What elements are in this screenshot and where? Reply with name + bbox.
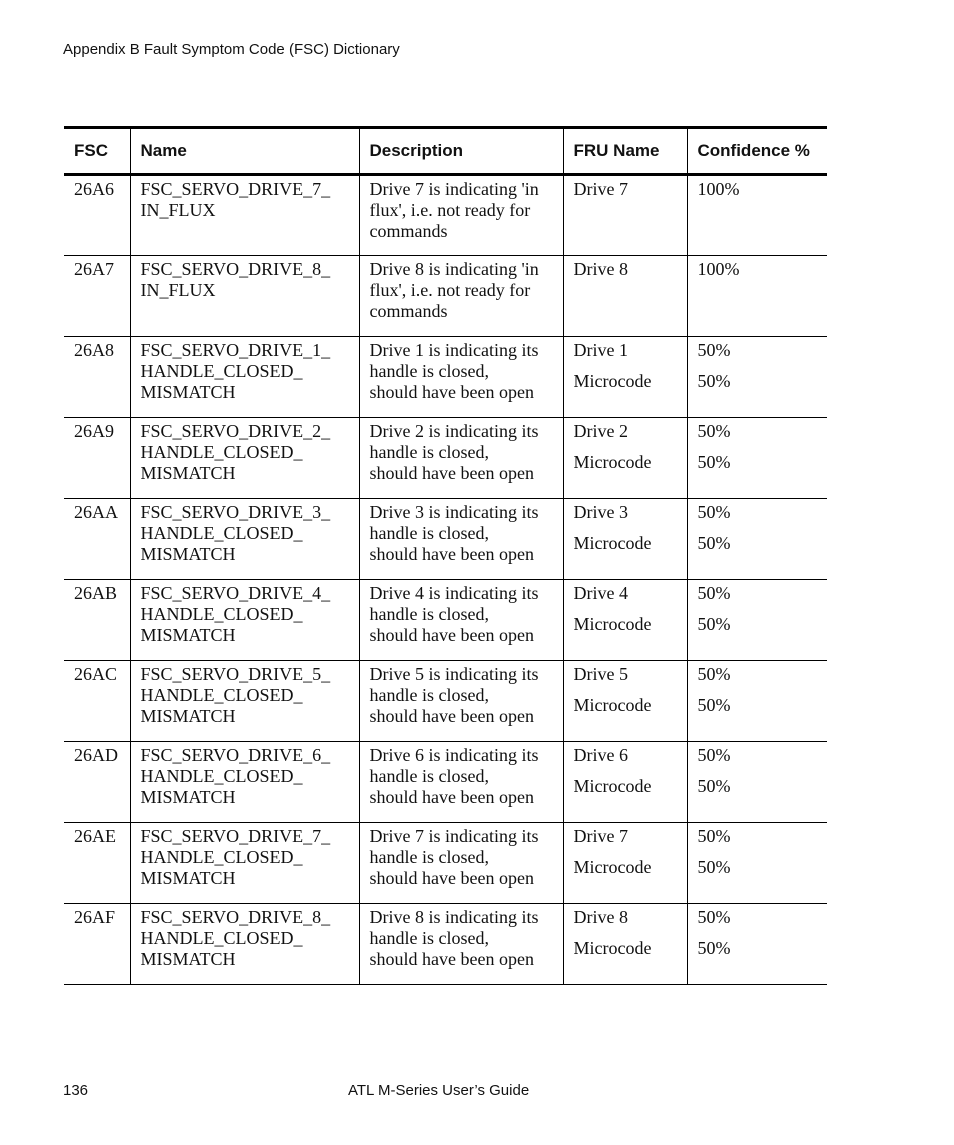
cell-name-line: FSC_SERVO_DRIVE_6_ <box>140 745 331 765</box>
cell-description <box>359 823 563 904</box>
cell-fru-name <box>563 337 687 418</box>
cell-name <box>130 904 359 985</box>
cell-name-line: HANDLE_CLOSED_ <box>140 928 303 948</box>
cell-fru-name-line: Microcode <box>573 776 652 796</box>
cell-fsc: 26AE <box>64 823 130 904</box>
cell-description-line: Drive 1 is indicating its <box>369 340 539 360</box>
cell-description-line: should have been open <box>369 625 534 645</box>
cell-confidence <box>687 337 827 418</box>
cell-confidence-line: 50% <box>697 907 731 927</box>
cell-description-line: Drive 6 is indicating its <box>369 745 539 765</box>
page-number: 136 <box>63 1082 89 1099</box>
column-header-name: Name <box>130 128 359 175</box>
cell-confidence-line: 50% <box>697 502 731 522</box>
cell-fru-name <box>563 499 687 580</box>
table-row <box>64 742 827 823</box>
cell-name-line: FSC_SERVO_DRIVE_7_ <box>140 179 331 199</box>
cell-name-line: FSC_SERVO_DRIVE_5_ <box>140 664 331 684</box>
cell-confidence-line: 50% <box>697 745 731 765</box>
table-row <box>64 580 827 661</box>
cell-description-line: should have been open <box>369 868 534 888</box>
cell-confidence-line: 50% <box>697 826 731 846</box>
cell-name-line: MISMATCH <box>140 625 236 645</box>
table-row <box>64 499 827 580</box>
cell-fru-name <box>563 580 687 661</box>
cell-fru-name <box>563 742 687 823</box>
cell-confidence-line: 50% <box>697 614 731 634</box>
cell-name <box>130 661 359 742</box>
cell-description-line: should have been open <box>369 949 534 969</box>
cell-description <box>359 256 563 337</box>
cell-confidence <box>687 742 827 823</box>
cell-fru-name-line: Microcode <box>573 533 652 553</box>
table-row <box>64 337 827 418</box>
cell-confidence <box>687 661 827 742</box>
cell-description-line: Drive 4 is indicating its <box>369 583 539 603</box>
cell-name-line: MISMATCH <box>140 868 236 888</box>
cell-description-line: handle is closed, <box>369 766 489 786</box>
cell-confidence-line: 50% <box>697 857 731 877</box>
cell-confidence-line: 50% <box>697 583 731 603</box>
cell-confidence-line: 50% <box>697 340 731 360</box>
cell-fru-name-line: Drive 7 <box>573 179 628 199</box>
table-row <box>64 904 827 985</box>
cell-description <box>359 580 563 661</box>
cell-fru-name-line: Drive 3 <box>573 502 628 522</box>
cell-fru-name-line: Drive 4 <box>573 583 628 603</box>
column-header-confidence: Confidence % <box>687 128 827 175</box>
table-row <box>64 661 827 742</box>
cell-name <box>130 499 359 580</box>
cell-fru-name <box>563 823 687 904</box>
cell-name-line: FSC_SERVO_DRIVE_7_ <box>140 826 331 846</box>
cell-name <box>130 580 359 661</box>
cell-fru-name-line: Drive 1 <box>573 340 628 360</box>
cell-confidence-line: 50% <box>697 938 731 958</box>
cell-fru-name-line: Drive 8 <box>573 907 628 927</box>
cell-fru-name-line: Microcode <box>573 614 652 634</box>
cell-confidence-line: 50% <box>697 371 731 391</box>
cell-name-line: HANDLE_CLOSED_ <box>140 604 303 624</box>
column-header-fsc: FSC <box>64 128 130 175</box>
cell-confidence-line: 100% <box>697 179 740 199</box>
table-row <box>64 823 827 904</box>
cell-fsc: 26A7 <box>64 256 130 337</box>
cell-fru-name-line: Microcode <box>573 857 652 877</box>
cell-name <box>130 742 359 823</box>
cell-description-line: flux', i.e. not ready for <box>369 200 531 220</box>
cell-confidence <box>687 175 827 256</box>
cell-description-line: Drive 7 is indicating 'in <box>369 179 539 199</box>
cell-description-line: should have been open <box>369 706 534 726</box>
cell-name-line: HANDLE_CLOSED_ <box>140 685 303 705</box>
cell-confidence-line: 100% <box>697 259 740 279</box>
cell-fru-name-line: Drive 6 <box>573 745 628 765</box>
column-header-fru-name: FRU Name <box>563 128 687 175</box>
table-row <box>64 256 827 337</box>
column-header-description: Description <box>359 128 563 175</box>
cell-fru-name-line: Microcode <box>573 695 652 715</box>
cell-fru-name-line: Drive 7 <box>573 826 628 846</box>
cell-name-line: FSC_SERVO_DRIVE_4_ <box>140 583 331 603</box>
cell-confidence-line: 50% <box>697 695 731 715</box>
cell-name-line: HANDLE_CLOSED_ <box>140 442 303 462</box>
cell-description <box>359 904 563 985</box>
cell-description-line: should have been open <box>369 382 534 402</box>
cell-description-line: Drive 2 is indicating its <box>369 421 539 441</box>
cell-name-line: FSC_SERVO_DRIVE_3_ <box>140 502 331 522</box>
cell-name-line: FSC_SERVO_DRIVE_1_ <box>140 340 331 360</box>
cell-description <box>359 418 563 499</box>
cell-description-line: Drive 8 is indicating its <box>369 907 539 927</box>
footer-guide-title: ATL M-Series User’s Guide <box>348 1082 530 1099</box>
cell-description <box>359 337 563 418</box>
cell-confidence-line: 50% <box>697 776 731 796</box>
cell-description <box>359 661 563 742</box>
cell-fsc: 26A8 <box>64 337 130 418</box>
cell-fsc: 26AC <box>64 661 130 742</box>
table-row <box>64 175 827 256</box>
cell-description-line: should have been open <box>369 463 534 483</box>
cell-name-line: IN_FLUX <box>140 200 216 220</box>
fsc-table <box>64 126 827 985</box>
cell-name-line: HANDLE_CLOSED_ <box>140 766 303 786</box>
cell-description-line: handle is closed, <box>369 847 489 867</box>
cell-fru-name-line: Microcode <box>573 938 652 958</box>
cell-confidence-line: 50% <box>697 533 731 553</box>
cell-fsc: 26AA <box>64 499 130 580</box>
cell-confidence <box>687 499 827 580</box>
cell-description-line: handle is closed, <box>369 928 489 948</box>
cell-fsc: 26AD <box>64 742 130 823</box>
cell-fru-name <box>563 661 687 742</box>
cell-confidence-line: 50% <box>697 421 731 441</box>
cell-confidence <box>687 256 827 337</box>
cell-description-line: handle is closed, <box>369 442 489 462</box>
cell-description-line: Drive 3 is indicating its <box>369 502 539 522</box>
cell-description-line: Drive 8 is indicating 'in <box>369 259 539 279</box>
cell-description-line: handle is closed, <box>369 361 489 381</box>
cell-description-line: commands <box>369 301 448 321</box>
cell-name-line: MISMATCH <box>140 463 236 483</box>
cell-fsc: 26A6 <box>64 175 130 256</box>
cell-name <box>130 337 359 418</box>
table-body <box>64 175 827 985</box>
running-header: Appendix B Fault Symptom Code (FSC) Dictionary <box>63 41 400 58</box>
cell-description-line: handle is closed, <box>369 523 489 543</box>
cell-description-line: commands <box>369 221 448 241</box>
cell-description <box>359 499 563 580</box>
cell-name-line: IN_FLUX <box>140 280 216 300</box>
cell-fru-name-line: Drive 8 <box>573 259 628 279</box>
cell-fru-name <box>563 418 687 499</box>
cell-name-line: HANDLE_CLOSED_ <box>140 361 303 381</box>
cell-name-line: FSC_SERVO_DRIVE_8_ <box>140 907 331 927</box>
cell-description <box>359 742 563 823</box>
cell-description-line: handle is closed, <box>369 685 489 705</box>
cell-name <box>130 823 359 904</box>
cell-fsc: 26AF <box>64 904 130 985</box>
cell-confidence-line: 50% <box>697 452 731 472</box>
cell-confidence <box>687 904 827 985</box>
cell-fru-name-line: Microcode <box>573 452 652 472</box>
cell-name-line: FSC_SERVO_DRIVE_8_ <box>140 259 331 279</box>
cell-name <box>130 256 359 337</box>
cell-name-line: FSC_SERVO_DRIVE_2_ <box>140 421 331 441</box>
cell-description-line: should have been open <box>369 787 534 807</box>
cell-fsc: 26AB <box>64 580 130 661</box>
cell-confidence-line: 50% <box>697 664 731 684</box>
cell-name <box>130 175 359 256</box>
cell-description <box>359 175 563 256</box>
cell-fru-name <box>563 256 687 337</box>
cell-fru-name-line: Drive 5 <box>573 664 628 684</box>
table-row <box>64 418 827 499</box>
cell-confidence <box>687 580 827 661</box>
cell-description-line: Drive 5 is indicating its <box>369 664 539 684</box>
cell-name-line: MISMATCH <box>140 544 236 564</box>
cell-description-line: should have been open <box>369 544 534 564</box>
cell-name-line: MISMATCH <box>140 949 236 969</box>
cell-name <box>130 418 359 499</box>
cell-description-line: flux', i.e. not ready for <box>369 280 531 300</box>
cell-fru-name <box>563 904 687 985</box>
cell-fru-name <box>563 175 687 256</box>
cell-fsc: 26A9 <box>64 418 130 499</box>
cell-confidence <box>687 823 827 904</box>
cell-fru-name-line: Microcode <box>573 371 652 391</box>
cell-name-line: MISMATCH <box>140 706 236 726</box>
cell-description-line: handle is closed, <box>369 604 489 624</box>
cell-description-line: Drive 7 is indicating its <box>369 826 539 846</box>
cell-confidence <box>687 418 827 499</box>
table-header-row <box>64 128 827 175</box>
cell-name-line: MISMATCH <box>140 382 236 402</box>
cell-name-line: HANDLE_CLOSED_ <box>140 847 303 867</box>
cell-fru-name-line: Drive 2 <box>573 421 628 441</box>
cell-name-line: MISMATCH <box>140 787 236 807</box>
cell-name-line: HANDLE_CLOSED_ <box>140 523 303 543</box>
